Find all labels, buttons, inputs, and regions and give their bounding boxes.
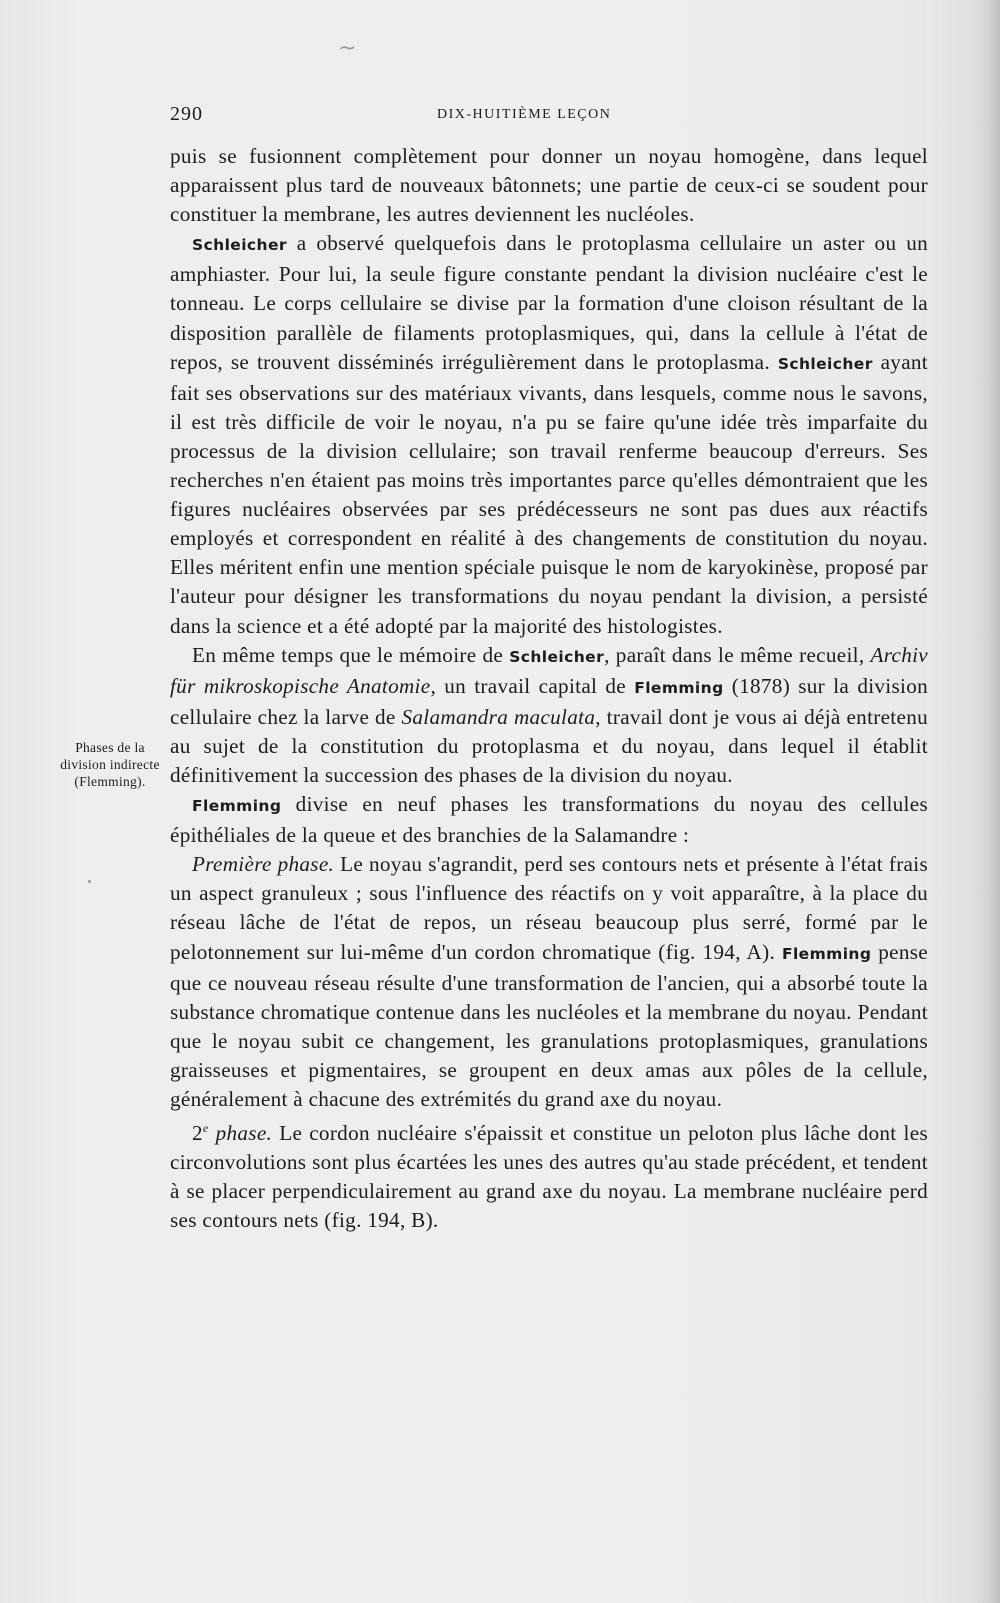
author-name: Flemming [634,678,724,697]
italic-text: Archiv für mikroskopische Anatomie [170,642,929,698]
paragraph [170,850,928,1114]
text-run: ayant fait ses observations sur des matériaux vivants, dans lesquels, comme nous le savons, il est très difficile de voir le noyau, n'a pu se faire qu'une idée très imparfaite du processus de la division cellulaire; son travail renferme beaucoup d'erreurs. Ses recherches n'en étaient pas moins très importantes parce qu'elles démontraient que les figures nucléaires observées par ses prédécesseurs ne sont pas dues aux réactifs employés et correspondent en réalité à des changements de constitution du noyau. Elles méritent enfin une mention spéciale puisque le nom de karyokinèse, proposé par l'auteur pour désigner les transformations du noyau pendant la division, a persisté dans la science et a été adopté par la majorité des histologistes. [170,349,928,638]
page-number: 290 [170,103,203,125]
text-run: (1878) sur la division cellulaire chez la larve de [170,673,928,729]
author-name: Flemming [192,797,282,816]
paragraph [170,790,928,850]
text-run: Le noyau s'agrandit, perd ses contours nets et présente à l'état frais un aspect granuleux ; sous l'influence des réactifs on y voit apparaître, à la place du réseau lâche de l'état de repos, un réseau beaucoup plus serré, formé par le pelotonnement sur lui-même d'un cordon chromatique (fig. 194, A). [170,852,928,964]
italic-text: phase. [208,1121,273,1146]
text-run: Le cordon nucléaire s'épaissit et constitue un peloton plus lâche dont les circonvolutions sont plus écartées les unes des autres qu'au stade précédent, et tendent à se placer perpendiculairement au grand axe du noyau. La membrane nucléaire perd ses contours nets (fig. 194, B). [170,1121,928,1233]
paper-speck [88,880,91,883]
italic-text: Salamandra maculata [401,704,596,729]
author-name: Flemming [781,944,872,963]
paragraph [170,142,928,229]
text-run: 2 [192,1121,203,1146]
paragraph [170,1114,928,1235]
text-run: , travail dont je vous ai déjà entretenu au sujet de la constitution du protoplasma et du noyau, dans lequel il établit définitivement la succession des phases de la division du noyau. [170,704,928,787]
page-edge-shadow [974,0,1000,1603]
body-text [170,142,928,1236]
text-run: puis se fusionnent complètement pour donner un noyau homogène, dans lequel apparaissent plus tard de nouveaux bâtonnets; une partie de ceux-ci se soudent pour constituer la membrane, les autres deviennent les nucléoles. [170,144,928,227]
paragraph [170,641,928,790]
text-run: En même temps que le mémoire de [192,642,510,667]
superscript: e [202,1121,209,1136]
paragraph [170,229,928,640]
author-name: Schleicher [192,236,287,255]
author-name: Schleicher [777,354,873,373]
running-head: DIX-HUITIÈME LEÇON [437,107,612,122]
text-run: , paraît dans le même recueil, [604,642,871,667]
text-run: divise en neuf phases les transformations du noyau des cellules épithéliales de la queue et des branchies de la Salamandre : [170,792,928,848]
text-run: pense que ce nouveau réseau résulte d'une transformation de l'ancien, qui a absorbé toute la substance chromatique contenue dans les nucléoles et la membrane du noyau. Pendant que le noyau subit ce changement, les granulations protoplasmiques, granulations graisseuses et pigmentaires, se groupent en deux amas aux pôles de la cellule, généralement à chacune des extrémités du grand axe du noyau. [170,939,928,1111]
page-header [170,103,920,129]
margin-note: Phases de la division indirecte (Flemming). [60,740,160,789]
text-run: a observé quelquefois dans le protoplasma cellulaire un aster ou un amphiaster. Pour lui, la seule figure constante pendant la division nucléaire c'est le tonneau. Le corps cellulaire se divise par la formation d'une cloison résultant de la disposition parallèle de filaments protoplasmiques, qui, dans la cellule à l'état de repos, se trouvent disséminés irrégulièrement dans le protoplasma. [170,231,928,374]
author-name: Schleicher [509,647,605,666]
pencil-mark: ~ [338,36,357,61]
text-run: , un travail capital de [430,673,635,698]
italic-text: Première phase. [192,852,335,877]
